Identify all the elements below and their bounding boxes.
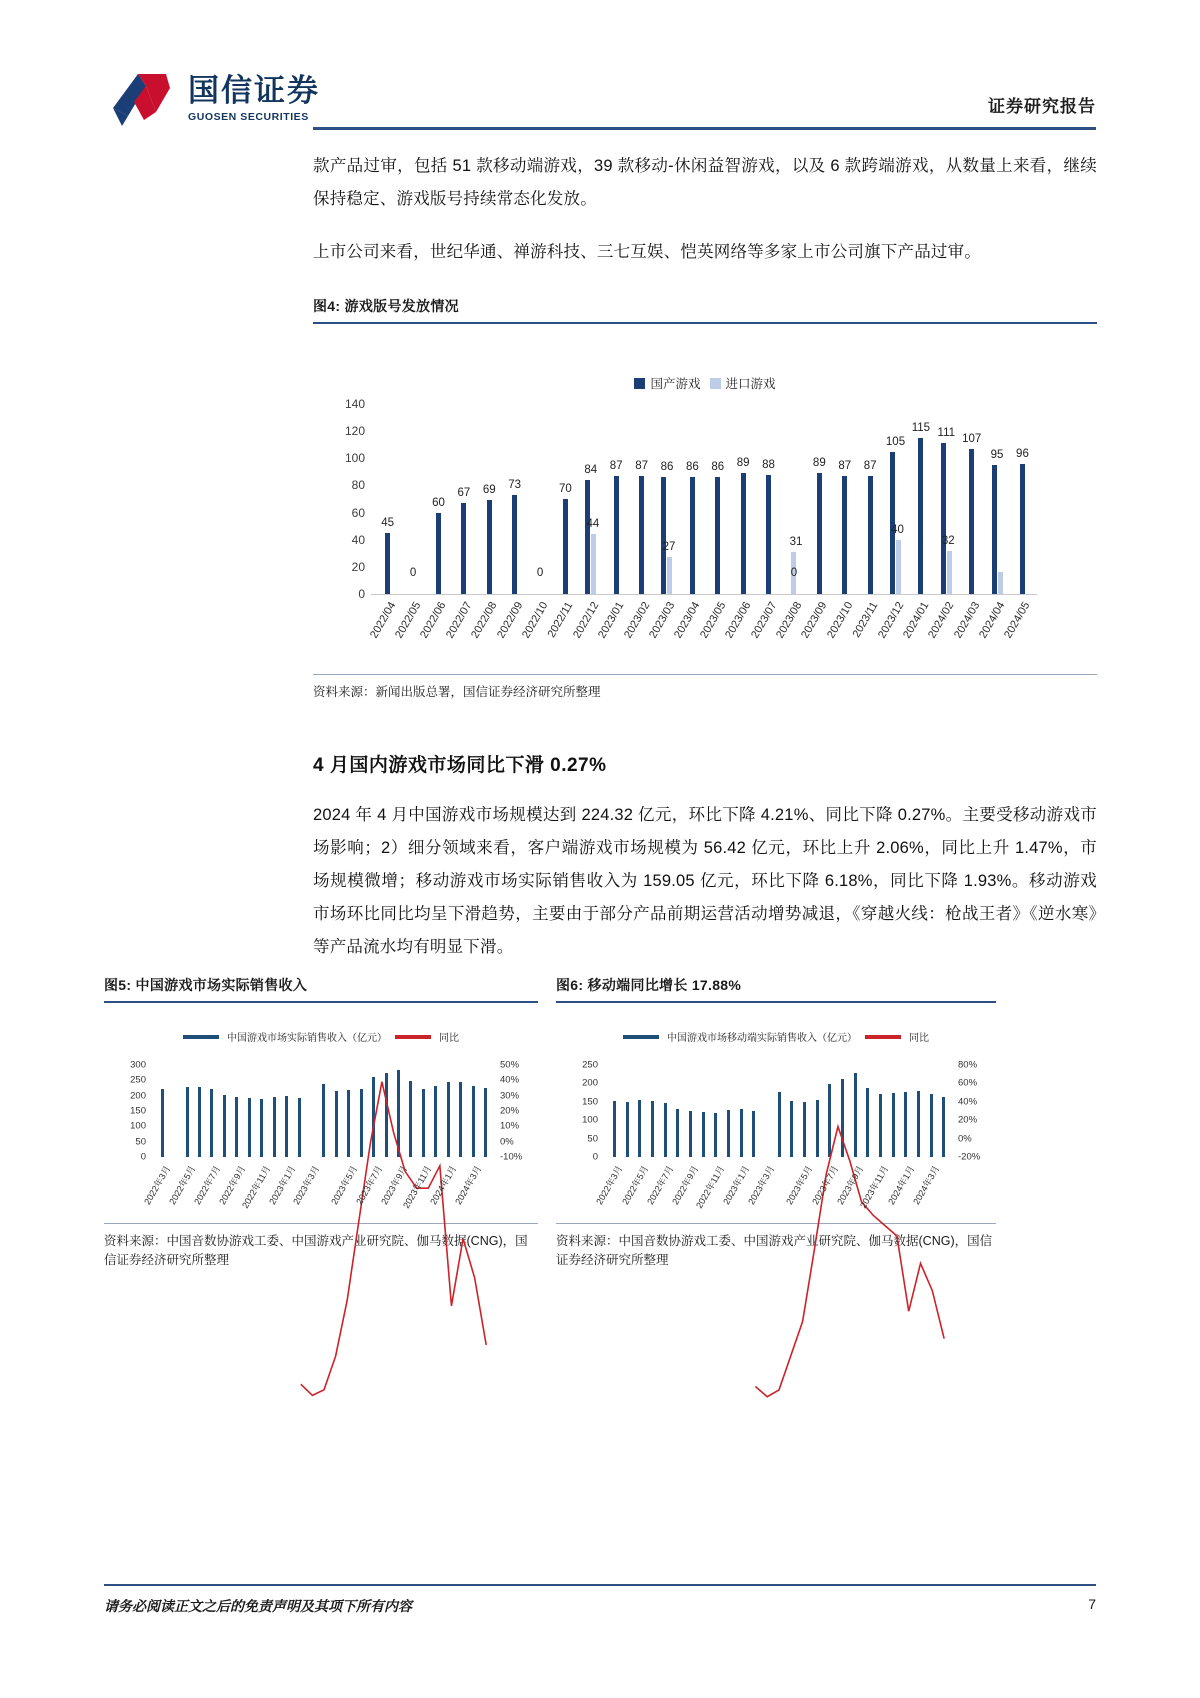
figure-4-x-tick: 2024/04 [977,600,1008,641]
figure-4-value-label: 73 [508,478,522,491]
figure-4-value-label: 0 [409,567,417,580]
figure-4-value-label: 115 [911,421,931,434]
figure-4-bar-group [883,404,908,594]
figure-4-y-tick: 140 [344,397,365,411]
figure-6-legend [556,1003,996,1044]
figure-4-bar-import [896,540,901,594]
figure-5-y2-tick: 40% [500,1074,520,1086]
figure-5-y-tick: 150 [130,1105,146,1117]
figure-4-value-label: 96 [1016,447,1029,460]
figure-5-line [142,1065,492,1401]
figure-5-x-tick: 2022年7月 [192,1164,223,1207]
figure-5-y-axis [104,1059,150,1163]
figure-4-bar-import [591,534,596,594]
figure-4-x-tick: 2023/05 [697,600,729,641]
figure-4-x-tick: 2024/03 [951,600,983,641]
figure-4-value-label: 87 [609,459,623,472]
figure-4-chart [313,324,1097,674]
figure-4-bar-group [553,404,578,594]
figure-5 [104,975,538,1270]
figure-4-x-tick: 2023/04 [672,600,703,641]
figure-6-y-tick: 0 [592,1151,598,1163]
report-type-label: 证券研究报告 [988,97,1096,116]
figure-4-source: 资料来源：新闻出版总署，国信证券经济研究所整理 [313,685,601,699]
figure-6-x-tick: 2023年7月 [809,1164,841,1207]
figure-4-bar-domestic [992,465,997,594]
figure-5-x-tick [479,1161,491,1221]
figure-4-value-label: 45 [381,516,395,529]
figure-4-value-label-import: 32 [941,534,955,547]
figure-4-bar-group [578,404,603,594]
figure-5-x-tick: 2023年5月 [328,1164,360,1207]
figure-4-legend [313,324,1097,392]
figure-6-y-tick: 50 [587,1133,598,1145]
header-divider [313,127,1096,130]
footer-disclaimer: 请务必阅读正文之后的免责声明及其项下所有内容 [104,1598,412,1614]
figure-4-bar-group [502,404,527,594]
figure-5-y-tick: 250 [130,1074,146,1086]
figure-6-y-tick: 200 [582,1077,598,1089]
figure-6 [556,975,996,1270]
figure-6-source: 资料来源：中国音数协游戏工委、中国游戏产业研究院、伽马数据(CNG)，国信证券经济研究所整理 [556,1234,993,1267]
figure-4-bar-domestic [512,495,517,594]
figure-4-value-label: 89 [736,457,750,470]
figure-5-y2-axis [496,1059,538,1163]
figure-5-x-tick: 2024年3月 [453,1164,484,1207]
figure-6-line [594,1065,950,1407]
figure-5-x-tick: 2023年3月 [291,1164,322,1207]
figure-6-x-tick: 2023年11月 [858,1164,891,1211]
figure-4-bar-group [680,404,705,594]
figure-4-bar-domestic [715,477,720,594]
figure-4-bar-domestic [639,476,644,594]
figure-4-x-tick: 2024/02 [926,600,957,641]
figure-4-x-tick: 2023/09 [799,600,830,641]
figure-5-y2-tick: 50% [500,1059,520,1071]
figure-4-bar-domestic [842,476,847,594]
figure-4-y-tick: 80 [351,478,365,493]
figure-4-y-tick: 20 [351,559,365,574]
figure-6-y2-tick: -20% [958,1151,981,1163]
figure-4-x-tick: 2023/06 [723,600,754,641]
figure-4-value-label: 60 [432,496,445,509]
figure-4-plot [375,404,1035,594]
figure-4-x-tick: 2022/04 [367,600,399,641]
figure-5-x-tick: 2022年3月 [142,1164,173,1207]
figure-4-value-label: 107 [962,432,982,445]
figure-4-bar-domestic [487,500,492,594]
figure-4-value-label-import: 31 [789,535,803,548]
legend-label-mobile-yoy: 同比 [909,1033,929,1044]
section-block [313,750,1097,984]
figure-4-x-tick: 2022/05 [393,600,424,641]
figure-4-bar-group [1010,404,1035,594]
figure-5-plot [156,1065,492,1157]
figure-4-value-label: 0 [536,567,544,580]
figure-4-value-label: 84 [584,464,598,476]
figure-4-x-tick: 2022/06 [418,600,449,641]
figure-4-bar-group [984,404,1009,594]
figure-4-bar-import [667,557,672,594]
figure-4-bar-group [400,404,425,594]
figure-5-y-tick: 100 [130,1120,146,1132]
figure-4-y-tick: 120 [344,424,365,439]
figure-4-bar-domestic [563,499,568,594]
paragraph-1: 款产品过审，包括 51 款移动端游戏，39 款移动-休闲益智游戏，以及 6 款跨端游戏，从数量上来看，继续保持稳定、游戏版号持续常态化发放。 [313,157,1097,208]
figure-5-x-axis [142,1161,492,1221]
figure-4-x-tick: 2022/12 [570,600,602,641]
figure-4-bar-import [998,572,1003,594]
figure-6-y2-tick: 20% [958,1114,978,1126]
figure-4-x-tick: 2023/02 [621,600,652,641]
figure-6-x-tick: 2023年1月 [721,1164,752,1207]
figure-4-x-tick: 2023/01 [596,600,627,641]
legend-swatch-import [710,378,721,389]
legend-item-domestic [634,374,700,392]
figure-6-x-tick: 2022年5月 [619,1164,651,1207]
figure-6-y-tick: 250 [582,1059,598,1071]
legend-label-mobile-revenue: 中国游戏市场移动端实际销售收入（亿元） [667,1033,857,1044]
figure-4-bar-domestic [741,473,746,594]
figure-4-bar-group [908,404,933,594]
brand-logo [108,68,320,130]
body-top [313,150,1097,289]
figure-4-bar-domestic [385,533,390,594]
figure-5-x-tick: 2023年11月 [401,1164,434,1211]
figure-4-bar-domestic [436,513,441,594]
figure-4-bar-domestic [817,473,822,594]
figure-4-bar-domestic [661,477,666,594]
footer-page-number: 7 [1088,1596,1096,1612]
figure-5-chart [104,1003,538,1223]
figure-4-baseline [371,594,1037,595]
guosen-logo-icon [108,68,182,130]
figure-4-bar-group [527,404,552,594]
figure-5-y-tick: 200 [130,1090,146,1102]
figure-4-bar-group [477,404,502,594]
figure-5-x-tick: 2023年9月 [378,1164,409,1207]
figure-4-bar-import [947,551,952,594]
figure-4-bar-group [705,404,730,594]
figure-5-y-tick: 300 [130,1059,146,1071]
legend-swatch-mobile-yoy [865,1035,901,1039]
figure-4-value-label: 69 [482,484,496,497]
figure-4-x-tick: 2023/12 [875,600,906,641]
figure-4-x-tick: 2023/10 [824,600,856,641]
figure-6-x-tick: 2024年1月 [885,1164,917,1207]
figure-4-y-tick: 60 [351,505,365,520]
figure-6-plot [608,1065,950,1157]
figure-4-y-tick: 40 [351,532,365,547]
figure-6-x-tick [773,1161,786,1221]
figure-6-x-tick: 2023年5月 [784,1164,815,1207]
figure-4-x-tick: 2023/07 [748,600,779,641]
figure-6-x-tick: 2023年9月 [835,1164,866,1207]
footer-divider [104,1584,1096,1586]
figure-4-x-tick: 2022/07 [443,600,475,641]
figure-5-x-tick: 2022年11月 [239,1164,273,1211]
figure-6-y2-axis [954,1059,996,1163]
figure-4-value-label: 95 [990,449,1004,462]
figure-6-x-tick: 2022年7月 [645,1164,676,1207]
figure-4-bar-group [959,404,984,594]
legend-label-revenue: 中国游戏市场实际销售收入（亿元） [227,1033,387,1044]
figure-5-y-tick: 50 [135,1136,146,1148]
figure-4-value-label: 67 [457,487,471,500]
figure-6-chart [556,1003,996,1223]
legend-swatch-yoy [395,1035,431,1039]
figure-5-title: 图5: 中国游戏市场实际销售收入 [104,977,308,993]
figure-4-title: 图4: 游戏版号发放情况 [313,298,459,314]
figure-4-bar-group [832,404,857,594]
legend-label-yoy: 同比 [439,1033,459,1044]
figure-6-x-axis [594,1161,950,1221]
logo-text-en: GUOSEN SECURITIES [188,110,309,123]
figure-6-y-tick: 150 [582,1096,598,1108]
figure-4-value-label: 89 [812,457,826,470]
figure-4-bar-group [934,404,959,594]
figure-4-bar-domestic [614,476,619,594]
figure-4-bar-group [857,404,882,594]
page-header [0,0,1200,150]
figure-4-value-label: 87 [863,459,877,472]
figure-4-bar-group [654,404,679,594]
figure-4-bar-domestic [868,476,873,594]
figure-4-bar-group [756,404,781,594]
figure-6-y2-tick: 80% [958,1059,978,1071]
figure-5-x-tick: 2024年1月 [428,1164,459,1207]
figure-4-x-tick: 2022/08 [469,600,500,641]
figure-4-value-label-import: 44 [586,518,600,531]
figure-4-bar-group [604,404,629,594]
figure-5-y-tick: 0 [140,1151,146,1163]
figure-4-bar-group [807,404,832,594]
figure-5-x-tick: 2022年5月 [167,1164,198,1207]
figure-5-y2-tick: 10% [500,1120,520,1132]
figure-6-x-tick: 2022年3月 [594,1164,625,1207]
paragraph-3: 2024 年 4 月中国游戏市场规模达到 224.32 亿元，环比下降 4.21%、同比下降 0.27%。主要受移动游戏市场影响；2）细分领域来看，客户端游戏市场规模为 56.42 亿元，环比上升 2.06%，同比上升 1.47%，市场规模微增；移动游戏市场实际销售收入为 159.05 亿元，环比下降 6.18%，同比下降 1.93%。移动游戏市场环比同比均呈下滑趋势，主要由于部分产品前期运营活动增势减退，《穿越火线：枪战王者》《逆水寒》等产品流水均有明显下滑。 [313,806,1097,956]
figure-5-legend [104,1003,538,1044]
figure-4-bars [375,404,1035,594]
figure-4-x-axis [367,598,1035,668]
figure-5-x-tick: 2023年7月 [353,1164,385,1207]
figure-5-y2-tick: 20% [500,1105,520,1117]
figure-4-x-tick: 2024/05 [1002,600,1033,641]
figure-6-y-axis [556,1059,602,1163]
figure-4-value-label: 88 [762,458,775,471]
figure-6-y2-tick: 60% [958,1077,978,1089]
figure-4-value-label-import: 40 [891,523,904,536]
figure-6-x-tick: 2023年3月 [746,1164,777,1207]
figure-4-bar-domestic [461,503,466,594]
figure-4-bar-group [629,404,654,594]
figure-4-bar-group [375,404,400,594]
figure-4-value-label: 105 [885,435,906,448]
figure-6-y-tick: 100 [582,1114,598,1126]
legend-swatch-domestic [634,378,645,389]
figure-4-value-label: 70 [559,483,572,495]
figure-4-value-label: 86 [711,461,725,474]
figure-6-x-tick: 2024年3月 [911,1164,942,1207]
paragraph-2: 上市公司来看，世纪华通、禅游科技、三七互娱、恺英网络等多家上市公司旗下产品过审。 [313,243,981,261]
figure-4-x-tick: 2022/11 [545,600,576,640]
legend-swatch-revenue [183,1035,219,1039]
figure-6-y2-tick: 40% [958,1096,978,1108]
logo-text-cn: 国信证券 [188,73,320,109]
figure-4-y-tick: 0 [358,587,365,601]
figure-6-y2-tick: 0% [958,1133,972,1145]
legend-label-domestic: 国产游戏 [650,377,701,391]
figure-4-value-label: 86 [685,461,699,474]
figure-4-value-label: 0 [790,567,798,580]
legend-swatch-mobile-revenue [623,1035,659,1039]
figure-5-x-tick [318,1161,330,1221]
figure-4-x-tick: 2023/03 [647,600,678,641]
figure-5-y2-tick: -10% [500,1151,523,1163]
legend-label-import: 进口游戏 [725,377,776,391]
figure-4-bar-group [730,404,755,594]
figure-5-y2-tick: 30% [500,1090,520,1102]
figure-5-y2-tick: 0% [500,1136,514,1148]
figure-6-x-tick [937,1161,950,1221]
figure-4-bar-group [451,404,476,594]
figure-4-value-label: 87 [635,459,648,472]
figure-4-y-axis [313,397,369,601]
figure-4-x-tick: 2022/10 [520,600,551,641]
figure-6-x-tick: 2022年9月 [670,1164,701,1207]
figure-5-x-tick: 2023年1月 [266,1164,297,1207]
figure-4-bar-domestic [766,475,771,594]
figure-4-value-label: 86 [660,461,674,474]
figure-4-value-label: 111 [937,427,956,440]
figure-4-value-label-import: 27 [662,541,676,554]
figure-5-x-tick: 2022年9月 [217,1164,248,1207]
figure-4-x-tick: 2022/09 [494,600,526,641]
figure-4-x-tick: 2023/11 [850,600,881,640]
figure-4-bar-domestic [969,449,974,594]
figure-4-bar-domestic [690,477,695,594]
figure-4-bar-domestic [918,438,923,594]
legend-item-import [710,374,776,392]
figure-4-bar-group [426,404,451,594]
figure-4-bar-domestic [1020,464,1025,594]
figure-4-bar-group [781,404,806,594]
section-heading: 4 月国内游戏市场同比下滑 0.27% [313,755,607,776]
figure-6-x-tick: 2022年11月 [693,1164,727,1211]
figure-5-source: 资料来源：中国音数协游戏工委、中国游戏产业研究院、伽马数据(CNG)，国信证券经济研究所整理 [104,1234,528,1267]
figure-4 [313,296,1097,702]
figure-4-bar-domestic [585,480,590,594]
figure-6-title: 图6: 移动端同比增长 17.88% [556,977,742,993]
figure-4-y-tick: 100 [344,451,365,466]
figure-4-value-label: 87 [838,459,852,472]
figure-4-bar-domestic [941,443,946,594]
figure-4-x-tick: 2023/08 [774,600,805,641]
figure-4-x-tick: 2024/01 [901,600,932,641]
